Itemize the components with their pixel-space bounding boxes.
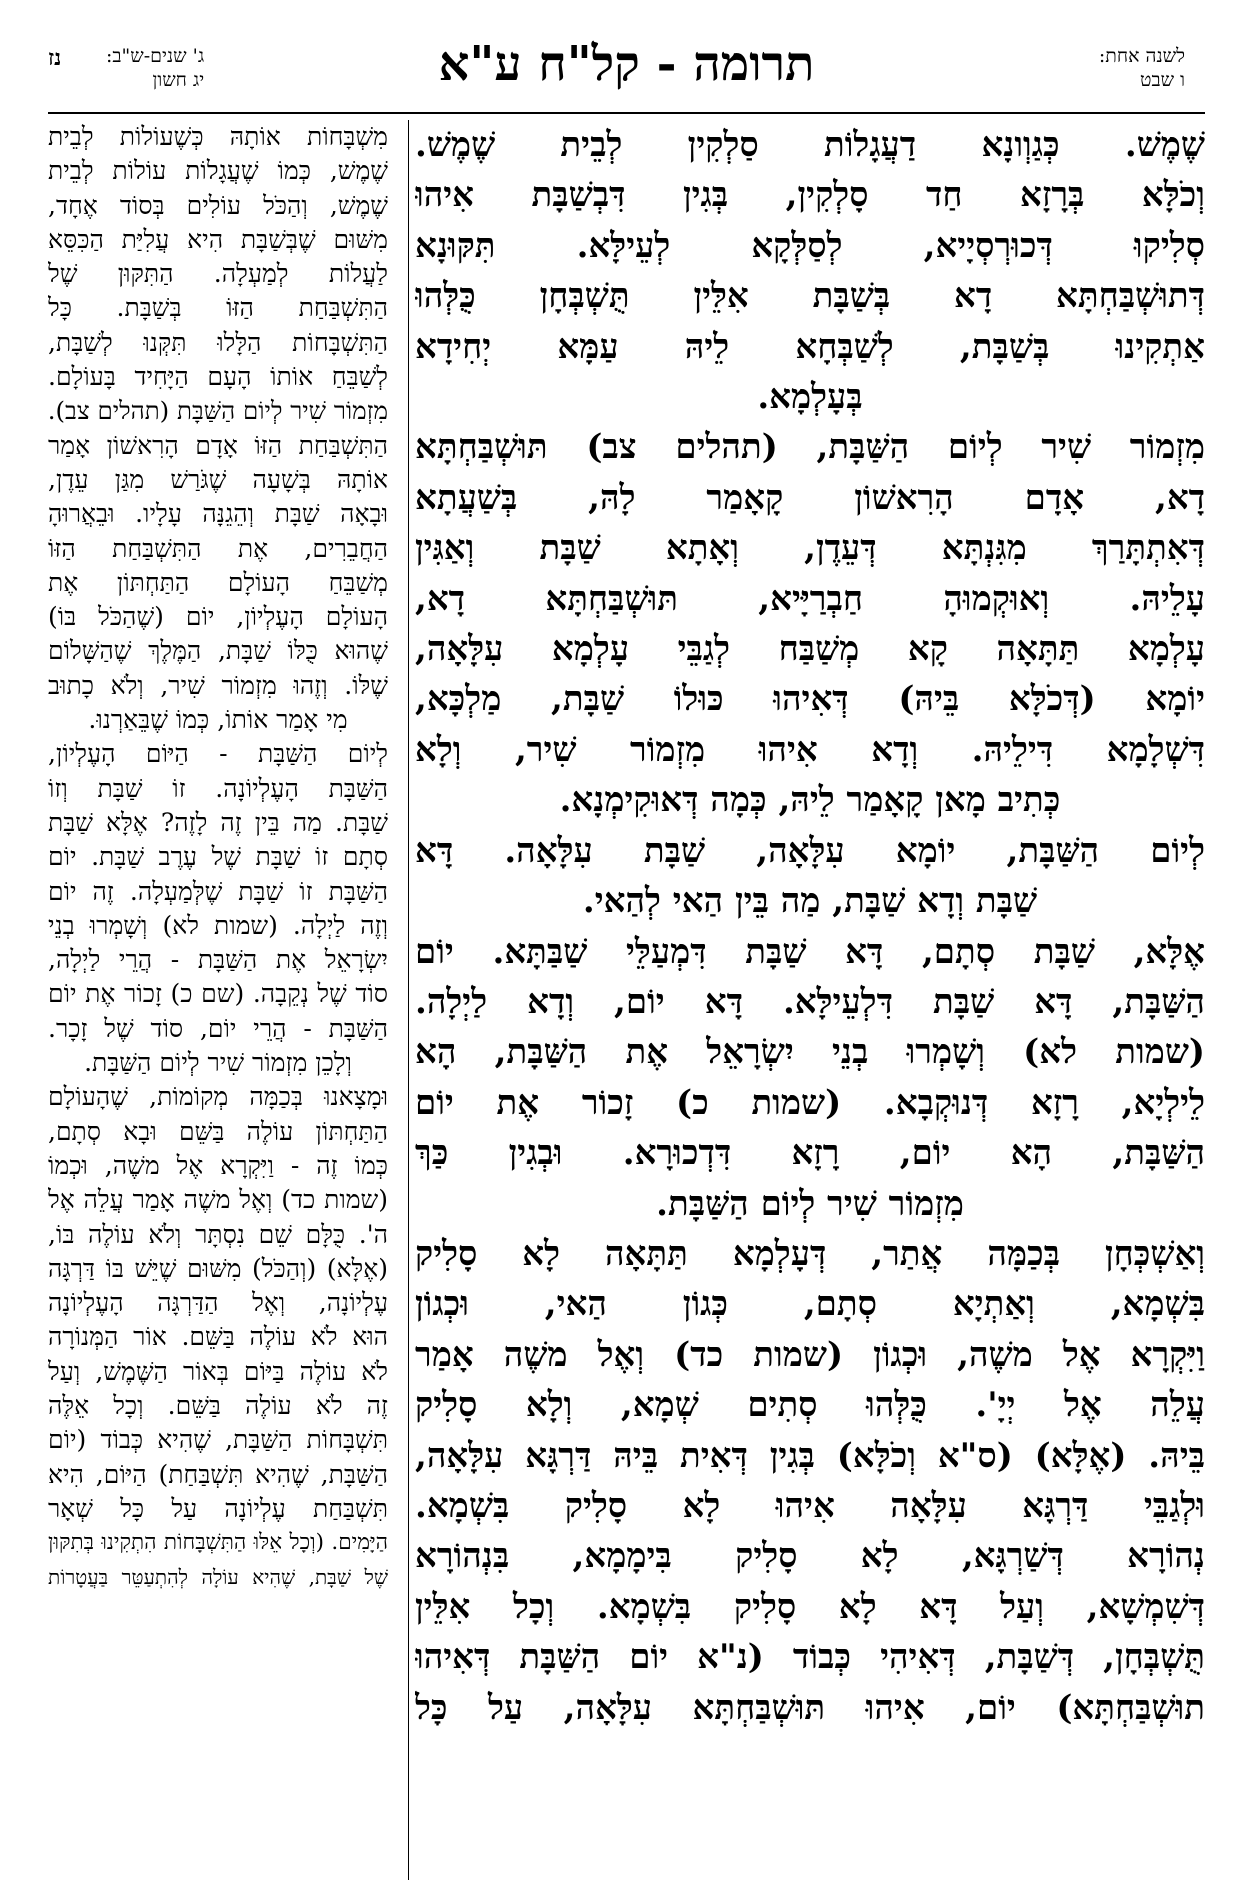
side-line: שֶׁל שַׁבָּת, שֶׁהִיא עוֹלָה לְהִתְעַטֵּר בַּעֲטָרוֹת — [48, 1565, 388, 1590]
header-three-year-label: ג' שנים-ש"ב: — [106, 45, 205, 67]
main-line: וְאַשְׁכְּחָן בְּכַמָּה אֲתַר, דְּעָלְמָא תַּתָּאָה לָא סָלִיק — [415, 1233, 1205, 1274]
side-line: עֶלְיוֹנָה, וְאֶל הַדַּרְגָּה הָעֶלְיוֹנָה — [48, 1288, 388, 1318]
main-line: כְּתִיב מָאן קָאָמַר לֵיהּ, כְּמָה דְּאוּקִימְנָא. — [559, 780, 1061, 821]
side-line: הַשַּׁבָּת זוֹ שַׁבָּת שֶׁלְּמַעְלָה. זֶה יוֹם — [48, 876, 388, 906]
column-divider — [408, 120, 409, 1880]
side-line: זֶה לֹא עוֹלֶה בַּשֵּׁם. וְכָל אֵלֶּה — [48, 1390, 388, 1420]
page-title: תרומה - קל"ח ע"א — [438, 36, 815, 92]
side-line: סְתָם זוֹ שַׁבָּת שֶׁל עֶרֶב שַׁבָּת. יוֹם — [48, 842, 388, 872]
side-line: שֶׁמֶשׁ, כְּמוֹ שֶׁעֲגָלוֹת עוֹלוֹת לְבֵית — [48, 156, 388, 186]
side-line: אוֹתָהּ בְּשָׁעָה שֶׁגֹּרַשׁ מִגַּן עֵדֶן, — [48, 464, 388, 494]
main-line: הַשַּׁבָּת, דָּא שַׁבָּת דִּלְעֵילָּא. דָּא יוֹם, וְדָא לַיְלָה. — [415, 981, 1205, 1022]
side-line: הַתִּשְׁבָּחוֹת הַלָּלוּ תִּקְּנוּ לְשַׁבָּת, — [48, 327, 388, 357]
translation-column — [48, 120, 388, 1595]
main-line: וְכֹלָּא בְּרָזָא חַד סָלְקִין, בְּגִין דִּבְשַׁבָּת אִיהוּ — [415, 175, 1205, 216]
main-line: דְּשִׁמְשָׁא, וְעַל דָּא לָא סָלִיק בִּשְׁמָא. וְכָל אִלֵּין — [415, 1586, 1205, 1627]
side-line: הַשַּׁבָּת, שֶׁהִיא תִּשְׁבַּחַת) הַיּוֹם, הִיא — [48, 1459, 388, 1489]
side-line: שֶׁמֶשׁ, וְהַכֹּל עוֹלִים בְּסוֹד אֶחָד, — [48, 190, 388, 220]
main-line: (שמות לא) וְשָׁמְרוּ בְנֵי יִשְׂרָאֵל אֶת הַשַּׁבָּת, הָא — [415, 1032, 1205, 1073]
side-line: (שמות כד) וְאֶל משֶׁה אָמַר עֲלֵה אֶל — [48, 1185, 388, 1215]
main-line: דָא, אָדָם הָרִאשׁוֹן קָאָמַר לָהּ, בְּשַׁעֲתָא — [415, 477, 1205, 518]
side-line: מִזְמוֹר שִׁיר לְיוֹם הַשַּׁבָּת (תהלים צב). — [48, 396, 388, 426]
main-line: לְיוֹם הַשַּׁבָּת, יוֹמָא עִלָּאָה, שַׁבָּת עִלָּאָה. דָּא — [415, 830, 1205, 871]
main-line: סְלִיקוּ דְּכוּרְסְיָיא, לְסַלְּקָא לְעֵילָּא. תִּקּוּנָא — [415, 225, 1205, 266]
side-line: מִי אָמַר אוֹתוֹ, כְּמוֹ שֶׁבֵּאַרְנוּ. — [88, 705, 348, 735]
side-line: הוּא לֹא עוֹלֶה בַּשֵּׁם. אוֹר הַמְּנוֹרָה — [48, 1322, 388, 1352]
main-line: לֵילְיָא, רָזָא דְּנוּקְבָא. (שמות כ) זָכוֹר אֶת יוֹם — [415, 1082, 1205, 1123]
main-line: בְּעָלְמָא. — [757, 377, 863, 418]
side-line: לְיוֹם הַשַּׁבָּת - הַיּוֹם הָעֶלְיוֹן, — [48, 739, 388, 769]
main-line: וּלְגַבֵּי דַּרְגָּא עִלָּאָה אִיהוּ לָא סָלִיק בִּשְׁמָא. — [415, 1485, 1205, 1526]
header-three-year-date: יג חשון — [152, 69, 205, 91]
header-left-cycle — [106, 44, 204, 92]
header-one-year-label: לשנה אחת: — [1098, 45, 1185, 67]
side-line: לַעֲלוֹת לְמַעְלָה. הַתִּקּוּן שֶׁל — [48, 259, 388, 289]
main-line: בֵּיהּ. (אֶלָּא) (ס"א וְכֹלָּא) בְּגִין דְּאִית בֵּיהּ דַּרְגָּא עִלָּאָה, — [415, 1435, 1205, 1476]
main-line: עָלְמָא תַּתָּאָה קָא מְשַׁבַּח לְגַבֵּי עָלְמָא עִלָּאָה, — [415, 629, 1205, 670]
side-line: מִשְׁבָּחוֹת אוֹתָהּ כְּשֶׁעוֹלוֹת לְבֵית — [48, 122, 388, 151]
side-line: וּמָצָאנוּ בְּכַמָּה מְקוֹמוֹת, שֶׁהָעוֹלָם — [48, 1082, 388, 1112]
main-line: הַשַּׁבָּת, הָא יוֹם, רָזָא דִּדְכוּרָא. וּבְגִין כַּךְ — [415, 1133, 1205, 1174]
side-line: שַׁבָּת. מַה בֵּין זֶה לָזֶה? אֶלָּא שַׁבָּת — [48, 807, 388, 837]
main-line: יוֹמָא (דְּכֹלָּא בֵּיהּ) דְּאִיהוּ כּוּלוֹ שַׁבָּת, מַלְכָּא, — [415, 679, 1205, 720]
side-line: מִשּׁוּם שֶׁבְּשַׁבָּת הִיא עֲלִיַּת הַכִּסֵּא — [48, 224, 388, 254]
main-line: נְהוֹרָא דְּשַׁרְגָּא, לָא סָלִיק בִּימָמָא, בִּנְהוֹרָא — [415, 1536, 1205, 1577]
side-line: לֹא עוֹלֶה בַּיּוֹם בְּאוֹר הַשֶּׁמֶשׁ, וְעַל — [48, 1356, 388, 1386]
text-columns — [48, 120, 1205, 1880]
side-line: וְלָכֵן מִזְמוֹר שִׁיר לְיוֹם הַשַּׁבָּת. — [84, 1048, 352, 1078]
side-line: מְשַׁבֵּחַ הָעוֹלָם הַתַּחְתּוֹן אֶת — [48, 567, 388, 597]
page-number: נז — [48, 45, 62, 71]
side-line: ה'. כֻּלָּם שֵׁם נִסְתָּר וְלֹא עוֹלֶה בּוֹ, — [48, 1219, 388, 1249]
side-line: הַתִּשְׁבַּחַת הַזּוֹ בְּשַׁבָּת. כָּל — [48, 293, 388, 323]
side-line: הַחֲבֵרִים, אֶת הַתִּשְׁבַּחַת הַזּוֹ — [48, 533, 388, 563]
side-line: כְּמוֹ זֶה - וַיִּקְרָא אֶל משֶׁה, וּכְמוֹ — [48, 1150, 388, 1180]
side-line: (אֶלָּא) (וְהַכֹּל) מִשּׁוּם שֶׁיֵּשׁ בּוֹ דַּרְגָּה — [48, 1253, 388, 1283]
side-line: הַתִּשְׁבַּחַת הַזּוֹ אָדָם הָרִאשׁוֹן אָמַר — [48, 430, 388, 460]
side-line: סוֹד שֶׁל נְקֵבָה. (שם כ) זָכוֹר אֶת יוֹם — [48, 979, 388, 1009]
main-line: דְּאִתְתָּרַךְ מִגִּנְתָּא דְּעֵדֶן, וְאָתָא שַׁבָּת וְאַגִּין — [415, 528, 1205, 569]
side-line: וְזֶה לַיְלָה. (שמות לא) וְשָׁמְרוּ בְנֵי — [48, 910, 388, 940]
side-line: הַשַּׁבָּת - הֲרֵי יוֹם, סוֹד שֶׁל זָכָר. — [48, 1013, 388, 1043]
main-line: אֶלָּא, שַׁבָּת סְתָם, דָּא שַׁבָּת דִּמְעַלֵּי שַׁבַּתָּא. יוֹם — [415, 931, 1205, 972]
side-line: וּבָאָה שַׁבָּת וְהֵגֵנָּה עָלָיו. וּבֵאֲרוּהָ — [48, 499, 388, 529]
header-divider — [48, 112, 1205, 114]
side-line: הַיָּמִים. (וְכָל אֵלּוּ הַתִּשְׁבָּחוֹת הִתְקִינוּ בְּתִקּוּן — [48, 1530, 388, 1556]
main-line: דְּתוּשְׁבַּחְתָּא דָא בְּשַׁבָּת אִלֵּין תֻּשְׁבְּחָן כֻּלְּהוּ — [415, 276, 1205, 317]
main-line: עֲלֵה אֶל יְיָ'. כֻּלְּהוּ סְתִים שְׁמָא, וְלָא סָלִיק — [415, 1385, 1205, 1426]
page-header — [48, 34, 1205, 120]
main-line: תֻּשְׁבְּחָן, דְּשַׁבָּת, דְּאִיהִי כְּבוֹד (נ"א יוֹם הַשַּׁבָּת דְּאִיהוּ — [415, 1637, 1205, 1678]
main-line: שֶׁמֶשׁ. כְּגַוְונָא דַעֲגָלוֹת סַלְקִין לְבֵית שֶׁמֶשׁ. — [415, 125, 1205, 165]
side-line: שֶׁהוּא כֻּלּוֹ שַׁבָּת, הַמֶּלֶךְ שֶׁהַשָּׁלוֹם — [48, 636, 388, 666]
side-line: שֶׁלּוֹ. וְזֶהוּ מִזְמוֹר שִׁיר, וְלֹא כָתוּב — [48, 670, 388, 700]
main-line: עָלֵיהּ. וְאוּקְמוּהָ חַבְרַיָּיא, תּוּשְׁבַּחְתָּא דָא, — [415, 578, 1205, 619]
main-text-column — [415, 120, 1205, 1733]
main-line: מִזְמוֹר שִׁיר לְיוֹם הַשַּׁבָּת, (תהלים צב) תּוּשְׁבַּחְתָּא — [415, 427, 1205, 468]
main-line: וַיִּקְרָא אֶל משֶׁה, וּכְגוֹן (שמות כד) וְאֶל משֶׁה אָמַר — [415, 1334, 1205, 1375]
side-line: הָעוֹלָם הָעֶלְיוֹן, יוֹם (שֶׁהַכֹּל בּוֹ) — [48, 602, 388, 632]
side-line: תִּשְׁבַּחַת עֶלְיוֹנָה עַל כָּל שְׁאָר — [48, 1493, 388, 1523]
side-line: יִשְׂרָאֵל אֶת הַשַּׁבָּת - הֲרֵי לַיְלָה, — [48, 945, 388, 975]
main-line: בִּשְׁמָא, וְאַתְיָא סְתָם, כְּגוֹן הַאי, וּכְגוֹן — [415, 1284, 1205, 1325]
side-line: הַשַּׁבָּת הָעֶלְיוֹנָה. זוֹ שַׁבָּת וְזוֹ — [48, 773, 388, 803]
side-line: לְשַׁבֵּחַ אוֹתוֹ הָעָם הַיָּחִיד בָּעוֹלָם. — [48, 362, 388, 392]
side-line: תִּשְׁבָּחוֹת הַשַּׁבָּת, שֶׁהִיא כְּבוֹד (יוֹם — [48, 1425, 388, 1455]
main-line: אַתְקִינוּ בְּשַׁבָּת, לְשַׁבְּחָא לֵיהּ עַמָּא יְחִידָא — [415, 326, 1205, 367]
main-line: שַׁבָּת וְדָא שַׁבָּת, מַה בֵּין הַאי לְהַאי. — [582, 881, 1038, 922]
main-line: דִּשְׁלָמָא דִּילֵיהּ. וְדָא אִיהוּ מִזְמוֹר שִׁיר, וְלָא — [415, 729, 1205, 770]
main-line: תוּשְׁבַּחְתָּא) יוֹם, אִיהוּ תּוּשְׁבַּחְתָּא עִלָּאָה, עַל כָּל — [415, 1687, 1205, 1728]
header-one-year-date: ו שבט — [1140, 69, 1185, 91]
main-line: מִזְמוֹר שִׁיר לְיוֹם הַשַּׁבָּת. — [656, 1183, 964, 1224]
side-line: הַתַּחְתּוֹן עוֹלֶה בַּשֵּׁם וּבָא סְתָם, — [48, 1116, 388, 1146]
